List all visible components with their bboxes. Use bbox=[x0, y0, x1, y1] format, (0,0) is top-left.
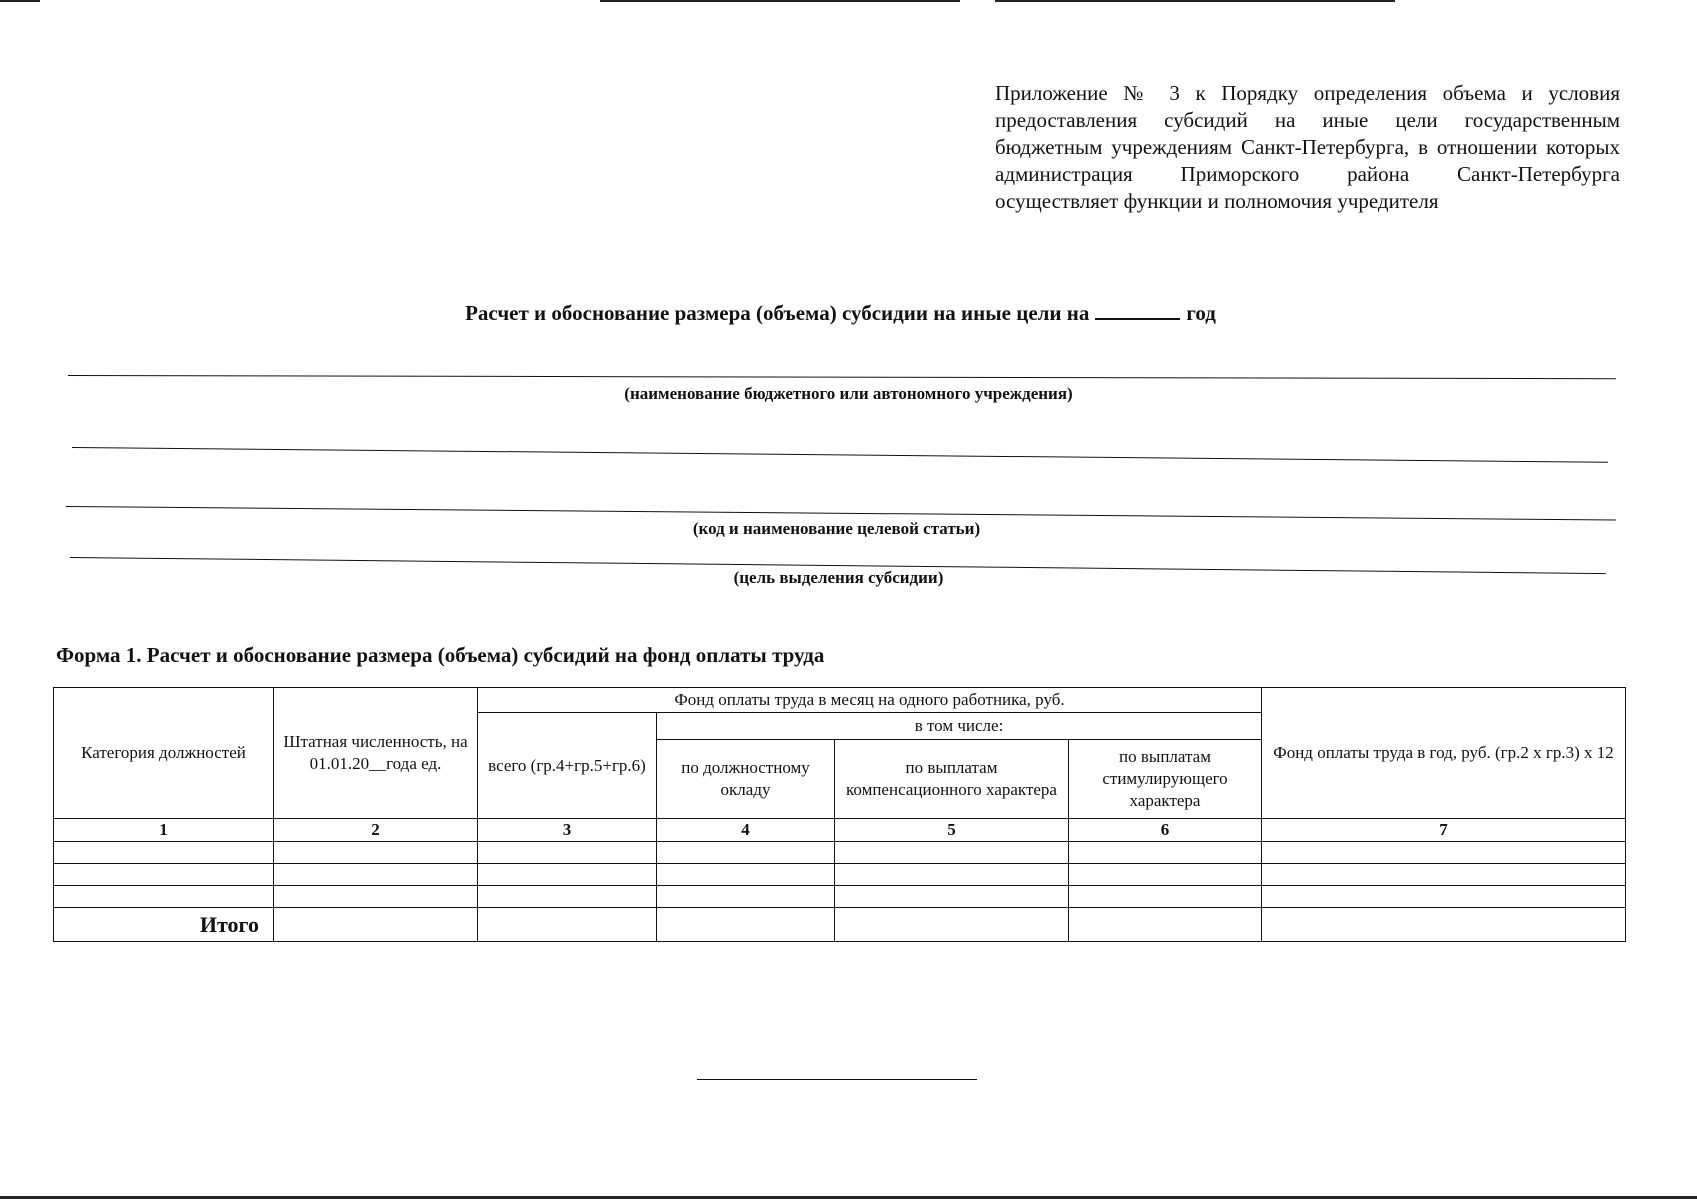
total-cell[interactable] bbox=[835, 908, 1069, 942]
table-cell[interactable] bbox=[54, 864, 274, 886]
purpose-caption: (цель выделения субсидии) bbox=[733, 568, 944, 587]
table-cell[interactable] bbox=[54, 886, 274, 908]
table-row bbox=[54, 842, 1626, 864]
table-cell[interactable] bbox=[478, 864, 657, 886]
header-including: в том числе: bbox=[657, 713, 1262, 740]
table-cell[interactable] bbox=[1262, 842, 1626, 864]
table-cell[interactable] bbox=[835, 886, 1069, 908]
year-blank-field[interactable] bbox=[1095, 300, 1180, 320]
table-cell[interactable] bbox=[274, 886, 478, 908]
header-total: всего (гр.4+гр.5+гр.6) bbox=[478, 713, 657, 819]
total-cell[interactable] bbox=[1262, 908, 1626, 942]
column-number: 3 bbox=[478, 819, 657, 842]
column-number: 6 bbox=[1069, 819, 1262, 842]
table-cell[interactable] bbox=[1069, 864, 1262, 886]
table-cell[interactable] bbox=[274, 842, 478, 864]
table-cell[interactable] bbox=[657, 886, 835, 908]
column-number: 1 bbox=[54, 819, 274, 842]
scan-edge-bottom bbox=[0, 1196, 1697, 1199]
table-cell[interactable] bbox=[657, 864, 835, 886]
total-row bbox=[54, 908, 1626, 942]
header-compensation: по выплатам компенсационного характера bbox=[835, 740, 1069, 819]
total-cell[interactable] bbox=[478, 908, 657, 942]
table-cell[interactable] bbox=[274, 864, 478, 886]
header-salary: по должностному окладу bbox=[657, 740, 835, 819]
target-article-caption: (код и наименование целевой статьи) bbox=[692, 519, 981, 538]
table-cell[interactable] bbox=[1262, 886, 1626, 908]
payroll-table bbox=[53, 687, 1626, 942]
total-cell[interactable] bbox=[1069, 908, 1262, 942]
column-numbers-row bbox=[54, 819, 1626, 842]
header-staff: Штатная численность, на 01.01.20__года ед. bbox=[274, 688, 478, 819]
header-incentive: по выплатам стимулирующего характера bbox=[1069, 740, 1262, 819]
scan-edge-top-left bbox=[0, 0, 40, 2]
column-number: 2 bbox=[274, 819, 478, 842]
blank-line[interactable] bbox=[72, 447, 1608, 463]
document-title bbox=[0, 300, 1689, 326]
form-title: Форма 1. Расчет и обоснование размера (объема) субсидий на фонд оплаты труда bbox=[56, 643, 825, 667]
institution-line[interactable] bbox=[68, 375, 1616, 379]
total-label: Итого bbox=[54, 908, 274, 942]
column-number: 4 bbox=[657, 819, 835, 842]
total-cell[interactable] bbox=[274, 908, 478, 942]
column-number: 7 bbox=[1262, 819, 1626, 842]
table-cell[interactable] bbox=[478, 842, 657, 864]
title-year-word: год bbox=[1186, 301, 1216, 325]
table-row bbox=[54, 864, 1626, 886]
table-cell[interactable] bbox=[835, 864, 1069, 886]
scan-edge-top-right bbox=[995, 0, 1395, 2]
separator-line bbox=[697, 1079, 977, 1080]
title-text: Расчет и обоснование размера (объема) субсидии на иные цели на bbox=[465, 301, 1090, 325]
table-cell[interactable] bbox=[1069, 886, 1262, 908]
table-cell[interactable] bbox=[1262, 864, 1626, 886]
header-annual-fund: Фонд оплаты труда в год, руб. (гр.2 х гр.3) х 12 bbox=[1262, 688, 1626, 819]
column-number: 5 bbox=[835, 819, 1069, 842]
total-cell[interactable] bbox=[657, 908, 835, 942]
table-row bbox=[54, 886, 1626, 908]
appendix-note: Приложение № 3 к Порядку определения объема и условия предоставления субсидий на иные цели государственным бюджетным учреждениям Санкт-Петербурга, в отношении которых администрация Приморского района Санкт-Петербурга осуществляет функции и полномочия учредителя bbox=[995, 81, 1620, 213]
table-cell[interactable] bbox=[54, 842, 274, 864]
table-cell[interactable] bbox=[657, 842, 835, 864]
header-category: Категория должностей bbox=[54, 688, 274, 819]
header-monthly-fund: Фонд оплаты труда в месяц на одного работника, руб. bbox=[478, 688, 1262, 713]
table-cell[interactable] bbox=[1069, 842, 1262, 864]
table-cell[interactable] bbox=[478, 886, 657, 908]
table-cell[interactable] bbox=[835, 842, 1069, 864]
institution-caption: (наименование бюджетного или автономного учреждения) bbox=[624, 384, 1073, 403]
scan-edge-top-mid bbox=[600, 0, 960, 2]
